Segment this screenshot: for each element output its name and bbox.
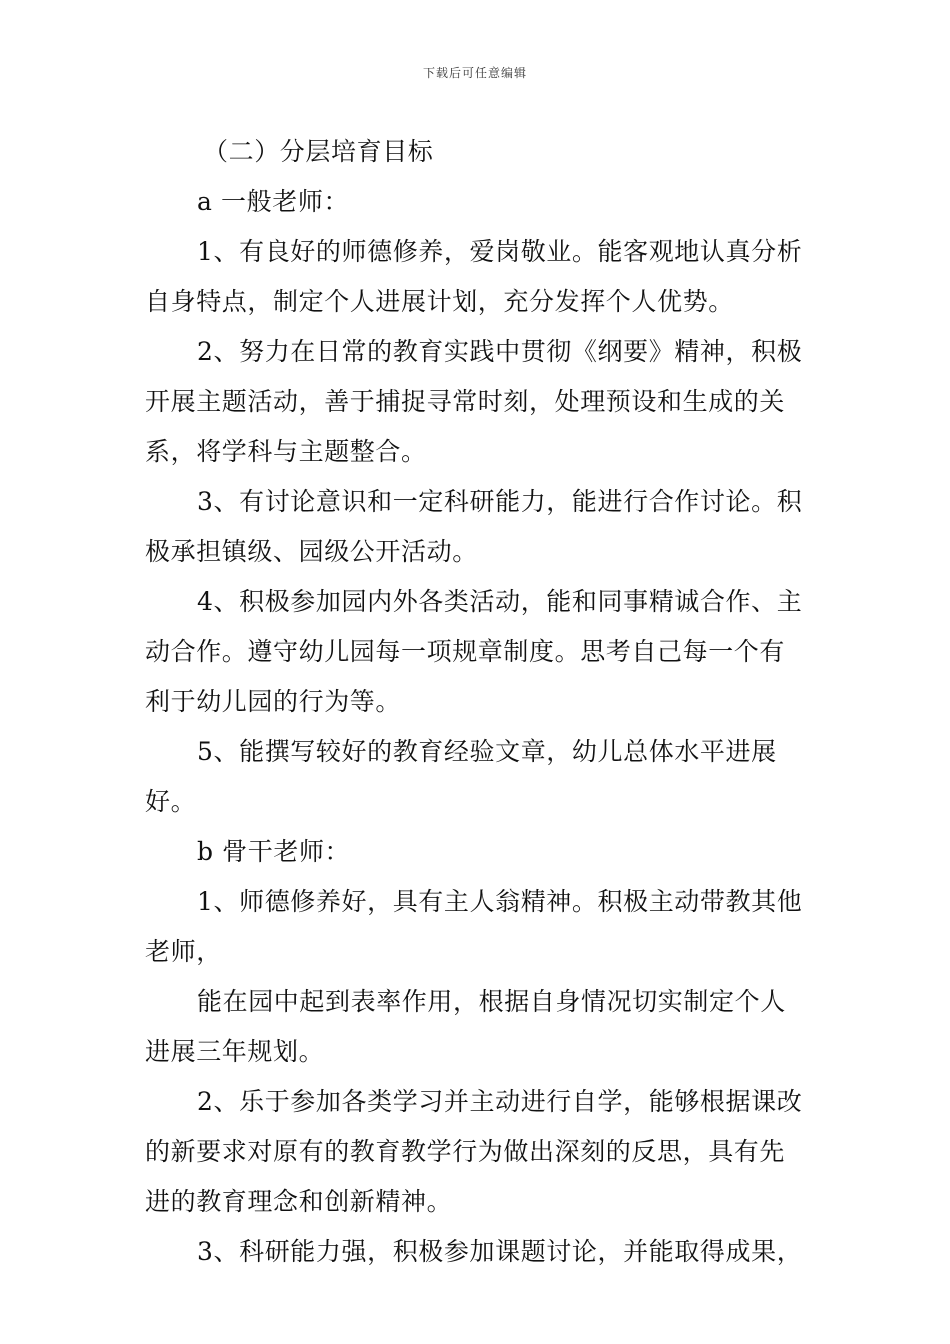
paragraph-key-1-continued: 能在园中起到表率作用，根据自身情况切实制定个人进展三年规划。 (145, 987, 786, 1066)
paragraph-general-1: 1、有良好的师德修养，爱岗敬业。能客观地认真分析自身特点，制定个人进展计划，充分发挥个人优势。 (145, 237, 803, 316)
subheading-key-teachers: b 骨干老师： (197, 837, 351, 866)
document-body (145, 127, 810, 1277)
section-heading: （二）分层培育目标 (203, 137, 434, 166)
paragraph-key-3: 3、科研能力强，积极参加课题讨论，并能取得成果， (197, 1237, 803, 1266)
paragraph-general-4: 4、积极参加园内外各类活动，能和同事精诚合作、主动合作。遵守幼儿园每一项规章制度。思考自己每一个有利于幼儿园的行为等。 (145, 587, 803, 716)
paragraph-general-2: 2、努力在日常的教育实践中贯彻《纲要》精神，积极开展主题活动，善于捕捉寻常时刻，处理预设和生成的关系，将学科与主题整合。 (145, 337, 803, 466)
paragraph-key-2: 2、乐于参加各类学习并主动进行自学，能够根据课改的新要求对原有的教育教学行为做出深刻的反思，具有先进的教育理念和创新精神。 (145, 1087, 803, 1216)
page-header-note: 下载后可任意编辑 (422, 66, 527, 80)
paragraph-general-5: 5、能撰写较好的教育经验文章，幼儿总体水平进展好。 (145, 737, 777, 816)
paragraph-key-1: 1、师德修养好，具有主人翁精神。积极主动带教其他老师， (145, 887, 803, 966)
paragraph-general-3: 3、有讨论意识和一定科研能力，能进行合作讨论。积极承担镇级、园级公开活动。 (145, 487, 803, 566)
subheading-general-teachers: a 一般老师： (197, 187, 350, 216)
